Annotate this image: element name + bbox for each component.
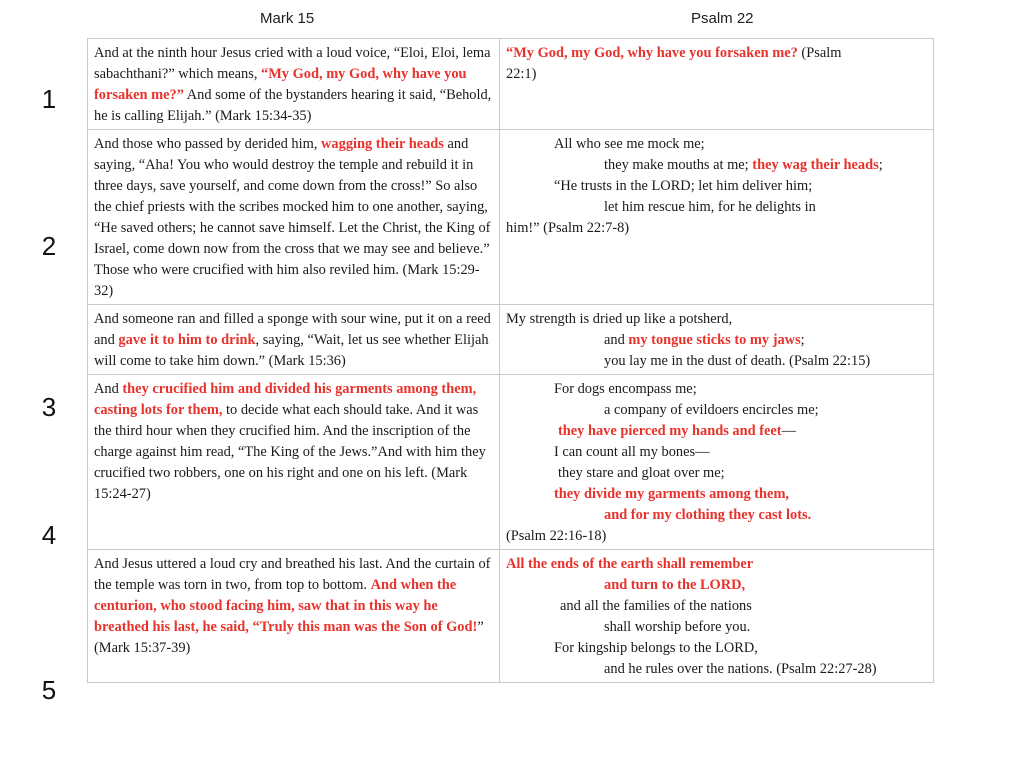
psalm-line [506, 659, 927, 680]
row-number: 2 [41, 231, 57, 261]
psalm-passage-cell [500, 305, 934, 375]
passage-text: they make mouths at me; [604, 157, 753, 173]
passage-text: And [94, 381, 123, 397]
psalm-passage-cell [500, 130, 934, 305]
psalm-line [506, 554, 927, 575]
psalm-line [506, 526, 927, 547]
psalm-line [506, 155, 927, 176]
highlighted-text: “My God, my God, why have you forsaken me?” [94, 66, 467, 103]
passage-text: they stare and gloat over me; [558, 465, 725, 481]
mark-passage-cell [88, 375, 500, 550]
passage-text: and saying, “Aha! You who would destroy the temple and rebuild it in three days, save yourself, and come down from the cross!” So also the chief priests with the scribes mocked him to one another, saying, “He saved others; he cannot save himself. Let the Christ, the King of Israel, come down now from the cross that we may see and believe.” Those who were crucified with him also reviled him. (Mark 15:29-32) [94, 136, 491, 299]
psalm-line [506, 309, 927, 330]
comparison-row [88, 550, 934, 683]
passage-text: I can count all my bones— [554, 444, 710, 460]
psalm-line [506, 379, 927, 400]
passage-text: All who see me mock me; [554, 136, 705, 152]
passage-text: And Jesus uttered a loud cry and breathed his last. And the curtain of the temple was torn in two, from top to bottom. [94, 556, 491, 593]
passage-text: — [781, 423, 796, 439]
psalm-line [506, 442, 927, 463]
passage-text: For dogs encompass me; [554, 381, 697, 397]
psalm-line [506, 197, 927, 218]
passage-text: “He trusts in the LORD; let him deliver him; [554, 178, 813, 194]
passage-text: ” (Mark 15:37-39) [94, 619, 484, 656]
psalm-line [506, 330, 927, 351]
psalm-line [506, 176, 927, 197]
passage-text: and all the families of the nations [560, 598, 752, 614]
passage-text: you lay me in the dust of death. (Psalm 22:15) [604, 353, 871, 369]
highlighted-text: they have pierced my hands and feet [558, 423, 782, 439]
passage-text: him!” (Psalm 22:7-8) [506, 220, 630, 236]
psalm-line [506, 484, 927, 505]
passage-text: and he rules over the nations. (Psalm 22:27-28) [604, 661, 877, 677]
psalm-column-header: Psalm 22 [691, 10, 754, 27]
psalm-line [506, 505, 927, 526]
psalm-line [506, 64, 927, 85]
passage-text: a company of evildoers encircles me; [604, 402, 819, 418]
psalm-line [506, 351, 927, 372]
passage-text: And those who passed by derided him, [94, 136, 322, 152]
passage-text: And someone ran and filled a sponge with sour wine, put it on a reed and [94, 311, 491, 348]
comparison-row [88, 39, 934, 130]
psalm-line [506, 596, 927, 617]
row-number: 5 [41, 675, 57, 705]
psalm-passage-cell [500, 550, 934, 683]
psalm-passage-cell [500, 39, 934, 130]
mark-passage-cell [88, 130, 500, 305]
passage-text: ; [800, 332, 805, 348]
mark-passage-cell [88, 39, 500, 130]
highlighted-text: they crucified him and divided his garments among them, casting lots for them, [94, 381, 477, 418]
psalm-passage-cell [500, 375, 934, 550]
highlighted-text: All the ends of the earth shall remember [506, 556, 754, 572]
psalm-line [506, 575, 927, 596]
passage-text: , saying, “Wait, let us see whether Elijah will come to take him down.” (Mark 15:36) [94, 332, 489, 369]
row-number: 1 [41, 84, 57, 114]
passage-text: For kingship belongs to the LORD, [554, 640, 758, 656]
highlighted-text: they wag their heads [752, 157, 879, 173]
passage-text: 22:1) [506, 66, 537, 82]
passage-text: My strength is dried up like a potsherd, [506, 311, 733, 327]
mark-passage-cell [88, 305, 500, 375]
passage-text: and [604, 332, 629, 348]
highlighted-text: wagging their heads [321, 136, 444, 152]
mark-column-header: Mark 15 [260, 10, 315, 27]
psalm-line [506, 43, 927, 64]
highlighted-text: and for my clothing they cast lots. [604, 507, 812, 523]
passage-text: shall worship before you. [604, 619, 751, 635]
passage-text: And at the ninth hour Jesus cried with a loud voice, “Eloi, Eloi, lema sabachthani?” which means, [94, 45, 491, 82]
passage-text: (Psalm 22:16-18) [506, 528, 607, 544]
psalm-line [506, 638, 927, 659]
highlighted-text: gave it to him to drink [118, 332, 256, 348]
comparison-row [88, 305, 934, 375]
comparison-row [88, 375, 934, 550]
row-number: 3 [41, 392, 57, 422]
psalm-line [506, 463, 927, 484]
psalm-line [506, 400, 927, 421]
highlighted-text: “My God, my God, why have you forsaken me? [506, 45, 798, 61]
passage-text: let him rescue him, for he delights in [604, 199, 816, 215]
passage-text: And some of the bystanders hearing it said, “Behold, he is calling Elijah.” (Mark 15:34-35) [94, 87, 492, 124]
highlighted-text: they divide my garments among them, [554, 486, 790, 502]
highlighted-text: my tongue sticks to my jaws [628, 332, 801, 348]
psalm-line [506, 218, 927, 239]
comparison-table [87, 38, 934, 683]
mark-passage-cell [88, 550, 500, 683]
psalm-line [506, 617, 927, 638]
comparison-row [88, 130, 934, 305]
psalm-line [506, 421, 927, 442]
passage-text: (Psalm [797, 45, 842, 61]
psalm-line [506, 134, 927, 155]
passage-text: ; [878, 157, 883, 173]
highlighted-text: and turn to the LORD, [604, 577, 746, 593]
row-number: 4 [41, 520, 57, 550]
passage-text: to decide what each should take. And it was the third hour when they crucified him. And the inscription of the charge against him read, “The King of the Jews.”And with him they crucified two robbers, one on his right and one on his left. (Mark 15:24-27) [94, 402, 486, 502]
highlighted-text: And when the centurion, who stood facing him, saw that in this way he breathed his last, he said, “Truly this man was the Son of God! [94, 577, 478, 635]
